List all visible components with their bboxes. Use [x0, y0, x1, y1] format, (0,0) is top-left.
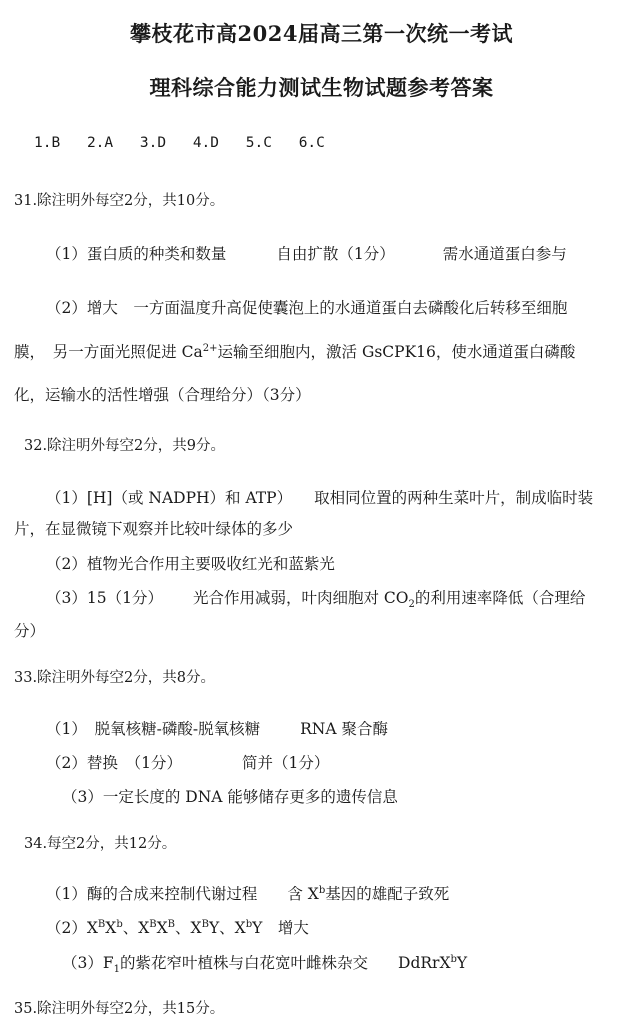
q32-part3-line2: 分） [14, 622, 46, 640]
mc-answer: 3.D [139, 135, 167, 151]
superscript: b [116, 918, 123, 930]
subscript: 2 [408, 599, 415, 611]
answer-text: 、X [175, 919, 202, 937]
answer-text: （3）15（1分） [46, 589, 163, 607]
q33-part1 [46, 717, 388, 739]
q31-part1 [46, 242, 567, 264]
superscript: b [318, 884, 326, 896]
answer-text: 需水通道蛋白参与 [442, 245, 567, 263]
answer-text: 取相同位置的两种生菜叶片，制成临时装 [314, 489, 594, 507]
document-title: 攀枝花市高2024届高三第一次统一考试 [130, 21, 513, 46]
answer-text: （3）F [62, 954, 114, 972]
q34-part1 [46, 882, 449, 904]
section-heading-33: 33.除注明外每空2分，共8分。 [14, 670, 216, 686]
q34-part3 [62, 951, 467, 975]
q32-part3-line1 [46, 586, 585, 610]
answer-text: 的利用速率降低（合理给 [414, 589, 586, 607]
superscript: b [245, 918, 253, 930]
section-heading-34: 34.每空2分，共12分。 [24, 836, 177, 852]
q31-part2-line1: （2）增大 一方面温度升高促使囊泡上的水通道蛋白去磷酸化后转移至细胞 [46, 299, 568, 317]
answer-text: （2）X [46, 919, 98, 937]
answer-text: Y [456, 954, 468, 972]
superscript: B [167, 918, 176, 930]
answer-text: 的紫花窄叶植株与白花宽叶雌株杂交 [120, 954, 369, 972]
q32-part1-line1 [46, 486, 593, 508]
answer-text: 光合作用减弱，叶肉细胞对 CO [192, 589, 409, 607]
answer-text: 、X [122, 919, 150, 937]
mc-answer: 4.D [192, 135, 220, 151]
mc-answer: 1.B [34, 135, 61, 151]
subscript: 1 [113, 964, 120, 976]
section-heading-32: 32.除注明外每空2分，共9分。 [24, 438, 226, 454]
mc-answer: 2.A [86, 135, 114, 151]
q32-part1-line2: 片，在显微镜下观察并比较叶绿体的多少 [14, 520, 294, 538]
section-heading-35: 35.除注明外每空2分，共15分。 [14, 1001, 225, 1017]
answer-text: RNA 聚合酶 [300, 720, 388, 738]
answer-text: DdRrX [398, 954, 451, 972]
answer-text: X [105, 919, 117, 937]
section-heading-31: 31.除注明外每空2分，共10分。 [14, 193, 225, 209]
q33-part2 [46, 751, 329, 773]
answer-text: Y、X [208, 919, 246, 937]
q34-part2 [46, 916, 309, 938]
document-subtitle: 理科综合能力测试生物试题参考答案 [149, 75, 494, 100]
answer-text: 简并（1分） [241, 754, 330, 772]
answer-text: （1）蛋白质的种类和数量 [46, 245, 227, 263]
answer-text: 含 X [287, 885, 319, 903]
answer-text: X [156, 919, 168, 937]
answer-text: Y 增大 [252, 919, 309, 937]
mc-answer: 6.C [298, 135, 325, 151]
answer-text: （2）替换 （1分） [46, 754, 182, 772]
q33-part3: （3）一定长度的 DNA 能够储存更多的遗传信息 [62, 788, 398, 806]
answer-text: 基因的雄配子致死 [325, 885, 450, 903]
superscript: B [149, 918, 157, 930]
answer-text: 膜， 另一方面光照促进 Ca [14, 343, 203, 361]
q31-part2-line3: 化，运输水的活性增强（合理给分）（3分） [14, 386, 311, 404]
mc-answer: 5.C [245, 135, 272, 151]
superscript: B [97, 918, 106, 930]
answer-text: （1）酶的合成来控制代谢过程 [46, 885, 258, 903]
answer-text: （1）[H]（或 NADPH）和 ATP） [46, 489, 293, 507]
superscript: b [450, 953, 457, 965]
answer-text: 自由扩散（1分） [276, 245, 395, 263]
q32-part2: （2）植物光合作用主要吸收红光和蓝紫光 [46, 555, 335, 573]
answer-text: （1） 脱氧核糖-磷酸-脱氧核糖 [46, 720, 261, 738]
q31-part2-line2 [14, 340, 575, 362]
superscript: B [201, 918, 209, 930]
superscript: 2+ [202, 342, 218, 354]
answer-text: 运输至细胞内，激活 GsCPK16，使水通道蛋白磷酸 [217, 343, 576, 361]
multiple-choice-answers [34, 135, 325, 151]
